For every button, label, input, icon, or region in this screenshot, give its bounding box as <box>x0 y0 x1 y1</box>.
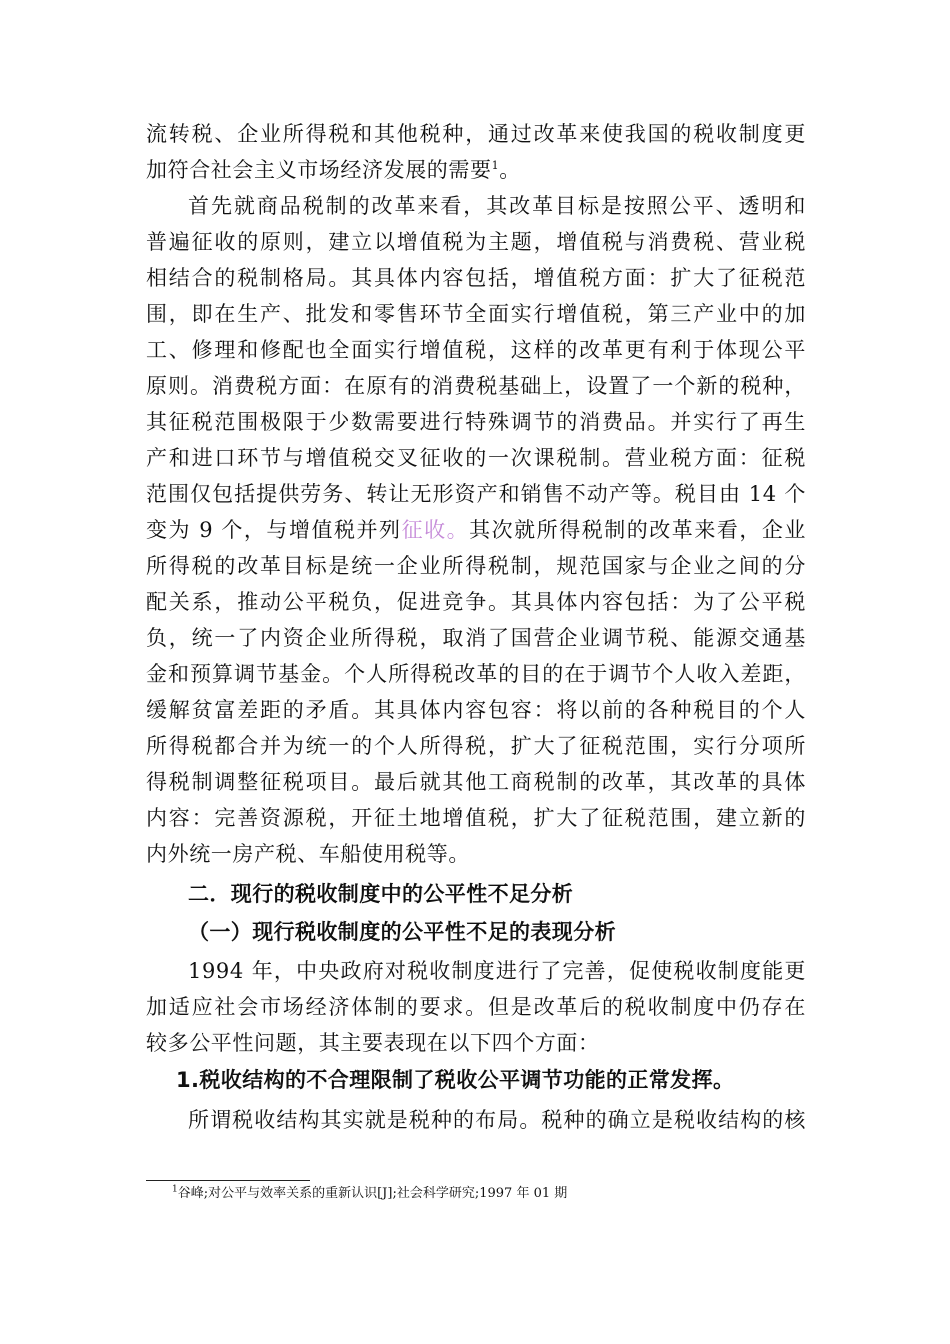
body-line: 金和预算调节基金。个人所得税改革的目的在于调节个人收入差距， <box>146 662 806 686</box>
body-line: 所谓税收结构其实就是税种的布局。税种的确立是税收结构的核 <box>188 1108 806 1132</box>
body-line: 相结合的税制格局。其具体内容包括，增值税方面：扩大了征税范 <box>146 266 806 290</box>
footnote <box>172 1184 567 1204</box>
body-line: 流转税、企业所得税和其他税种，通过改革来使我国的税收制度更 <box>146 122 806 146</box>
body-line: 所得税的改革目标是统一企业所得税制，规范国家与企业之间的分 <box>146 554 806 578</box>
body-text: 其次就所得税制的改革来看，企业 <box>469 518 806 542</box>
body-line <box>146 152 806 188</box>
body-line: 普遍征收的原则，建立以增值税为主题，增值税与消费税、营业税 <box>146 230 806 254</box>
body-text: 。 <box>499 158 521 182</box>
body-line: 内外统一房产税、车船使用税等。 <box>146 842 470 866</box>
footnote-mark: 1 <box>172 1184 178 1195</box>
section-heading: 二．现行的税收制度中的公平性不足分析 <box>188 882 574 906</box>
body-line: 内容：完善资源税，开征土地增值税，扩大了征税范围，建立新的 <box>146 806 806 830</box>
body-line: 范围仅包括提供劳务、转让无形资产和销售不动产等。税目由 14 个 <box>146 482 806 506</box>
body-line: 其征税范围极限于少数需要进行特殊调节的消费品。并实行了再生 <box>146 410 806 434</box>
body-line: 配关系，推动公平税负，促进竞争。其具体内容包括：为了公平税 <box>146 590 806 614</box>
body-line: 1994 年，中央政府对税收制度进行了完善，促使税收制度能更 <box>188 959 806 983</box>
body-line <box>146 512 806 548</box>
body-line: 缓解贫富差距的矛盾。其具体内容包容：将以前的各种税目的个人 <box>146 698 806 722</box>
body-line: 较多公平性问题，其主要表现在以下四个方面： <box>146 1031 600 1055</box>
item-heading: 1.税收结构的不合理限制了税收公平调节功能的正常发挥。 <box>176 1068 735 1092</box>
body-line: 首先就商品税制的改革来看，其改革目标是按照公平、透明和 <box>188 194 806 218</box>
body-line: 围，即在生产、批发和零售环节全面实行增值税，第三产业中的加 <box>146 302 806 326</box>
body-line: 加适应社会市场经济体制的要求。但是改革后的税收制度中仍存在 <box>146 995 806 1019</box>
body-line: 产和进口环节与增值税交叉征收的一次课税制。营业税方面：征税 <box>146 446 806 470</box>
footnote-reference[interactable]: 1 <box>491 159 500 172</box>
body-text: 加符合社会主义市场经济发展的需要 <box>146 158 492 182</box>
body-line: 原则。消费税方面：在原有的消费税基础上，设置了一个新的税种， <box>146 374 806 398</box>
subsection-heading: （一）现行税收制度的公平性不足的表现分析 <box>188 920 616 944</box>
body-line: 得税制调整征税项目。最后就其他工商税制的改革，其改革的具体 <box>146 770 806 794</box>
footnote-divider <box>146 1180 310 1181</box>
body-line: 工、修理和修配也全面实行增值税，这样的改革更有利于体现公平 <box>146 338 806 362</box>
highlighted-text: 征收。 <box>401 518 470 542</box>
footnote-text: 谷峰;对公平与效率关系的重新认识[J];社会科学研究;1997 年 01 期 <box>177 1186 568 1201</box>
body-text: 变为 9 个，与增值税并列 <box>146 518 402 542</box>
body-line: 所得税都合并为统一的个人所得税，扩大了征税范围，实行分项所 <box>146 734 806 758</box>
body-line: 负，统一了内资企业所得税，取消了国营企业调节税、能源交通基 <box>146 626 806 650</box>
